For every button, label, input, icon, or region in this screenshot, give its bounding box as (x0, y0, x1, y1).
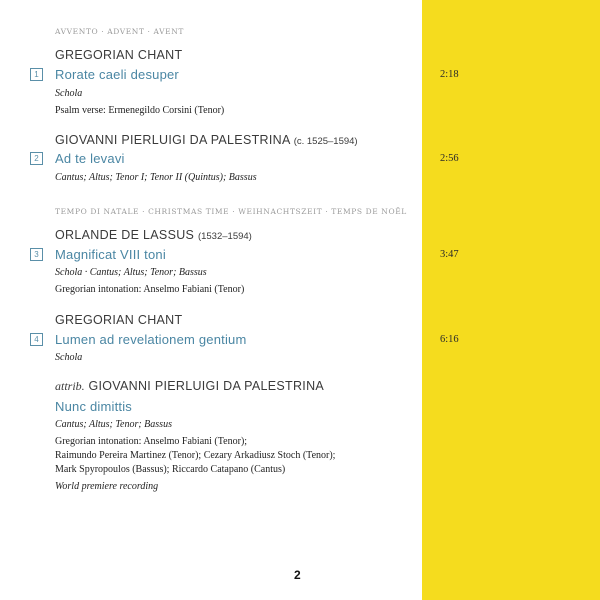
role-line: Psalm verse: Ermenegildo Corsini (Tenor) (55, 105, 225, 116)
track-title: Ad te levavi (55, 151, 125, 166)
performers-line: Cantus; Altus; Tenor; Bassus (55, 419, 172, 430)
section-header-advent: AVVENTO · ADVENT · AVENT (55, 27, 185, 36)
recording-note: World premiere recording (55, 481, 159, 492)
credits-line: Gregorian intonation: Anselmo Fabiani (Tenor); (55, 436, 248, 447)
track-title: Nunc dimittis (55, 399, 133, 414)
yellow-panel (422, 0, 600, 600)
page-number: 2 (294, 568, 301, 582)
track-number-box: 3 (30, 248, 43, 261)
track-title: Rorate caeli desuper (55, 67, 179, 82)
track-duration: 6:16 (440, 334, 459, 345)
composer-name: GIOVANNI PIERLUIGI DA PALESTRINA (c. 1525–1594) (55, 133, 358, 147)
composer-name: GREGORIAN CHANT (55, 313, 183, 327)
composer-name: GREGORIAN CHANT (55, 48, 183, 62)
performers-line: Schola · Cantus; Altus; Tenor; Bassus (55, 267, 207, 278)
track-duration: 2:18 (440, 69, 459, 80)
track-duration: 2:56 (440, 153, 459, 164)
performers-line: Cantus; Altus; Tenor I; Tenor II (Quintus); Bassus (55, 172, 257, 183)
credits-line: Raimundo Pereira Martinez (Tenor); Cezary Arkadiusz Stoch (Tenor); (55, 450, 336, 461)
track-number-box: 1 (30, 68, 43, 81)
composer-name: attrib. GIOVANNI PIERLUIGI DA PALESTRINA (55, 379, 325, 393)
performers-line: Schola (55, 352, 83, 363)
role-line: Gregorian intonation: Anselmo Fabiani (Tenor) (55, 284, 245, 295)
composer-name: ORLANDE DE LASSUS (1532–1594) (55, 228, 252, 242)
track-title: Lumen ad revelationem gentium (55, 332, 247, 347)
section-header-christmas: TEMPO DI NATALE · CHRISTMAS TIME · WEIHNACHTSZEIT · TEMPS DE NOËL (55, 207, 407, 216)
performers-line: Schola (55, 88, 83, 99)
track-number-box: 4 (30, 333, 43, 346)
track-duration: 3:47 (440, 249, 459, 260)
track-title: Magnificat VIII toni (55, 247, 166, 262)
credits-line: Mark Spyropoulos (Bassus); Riccardo Catapano (Cantus) (55, 464, 286, 475)
track-number-box: 2 (30, 152, 43, 165)
